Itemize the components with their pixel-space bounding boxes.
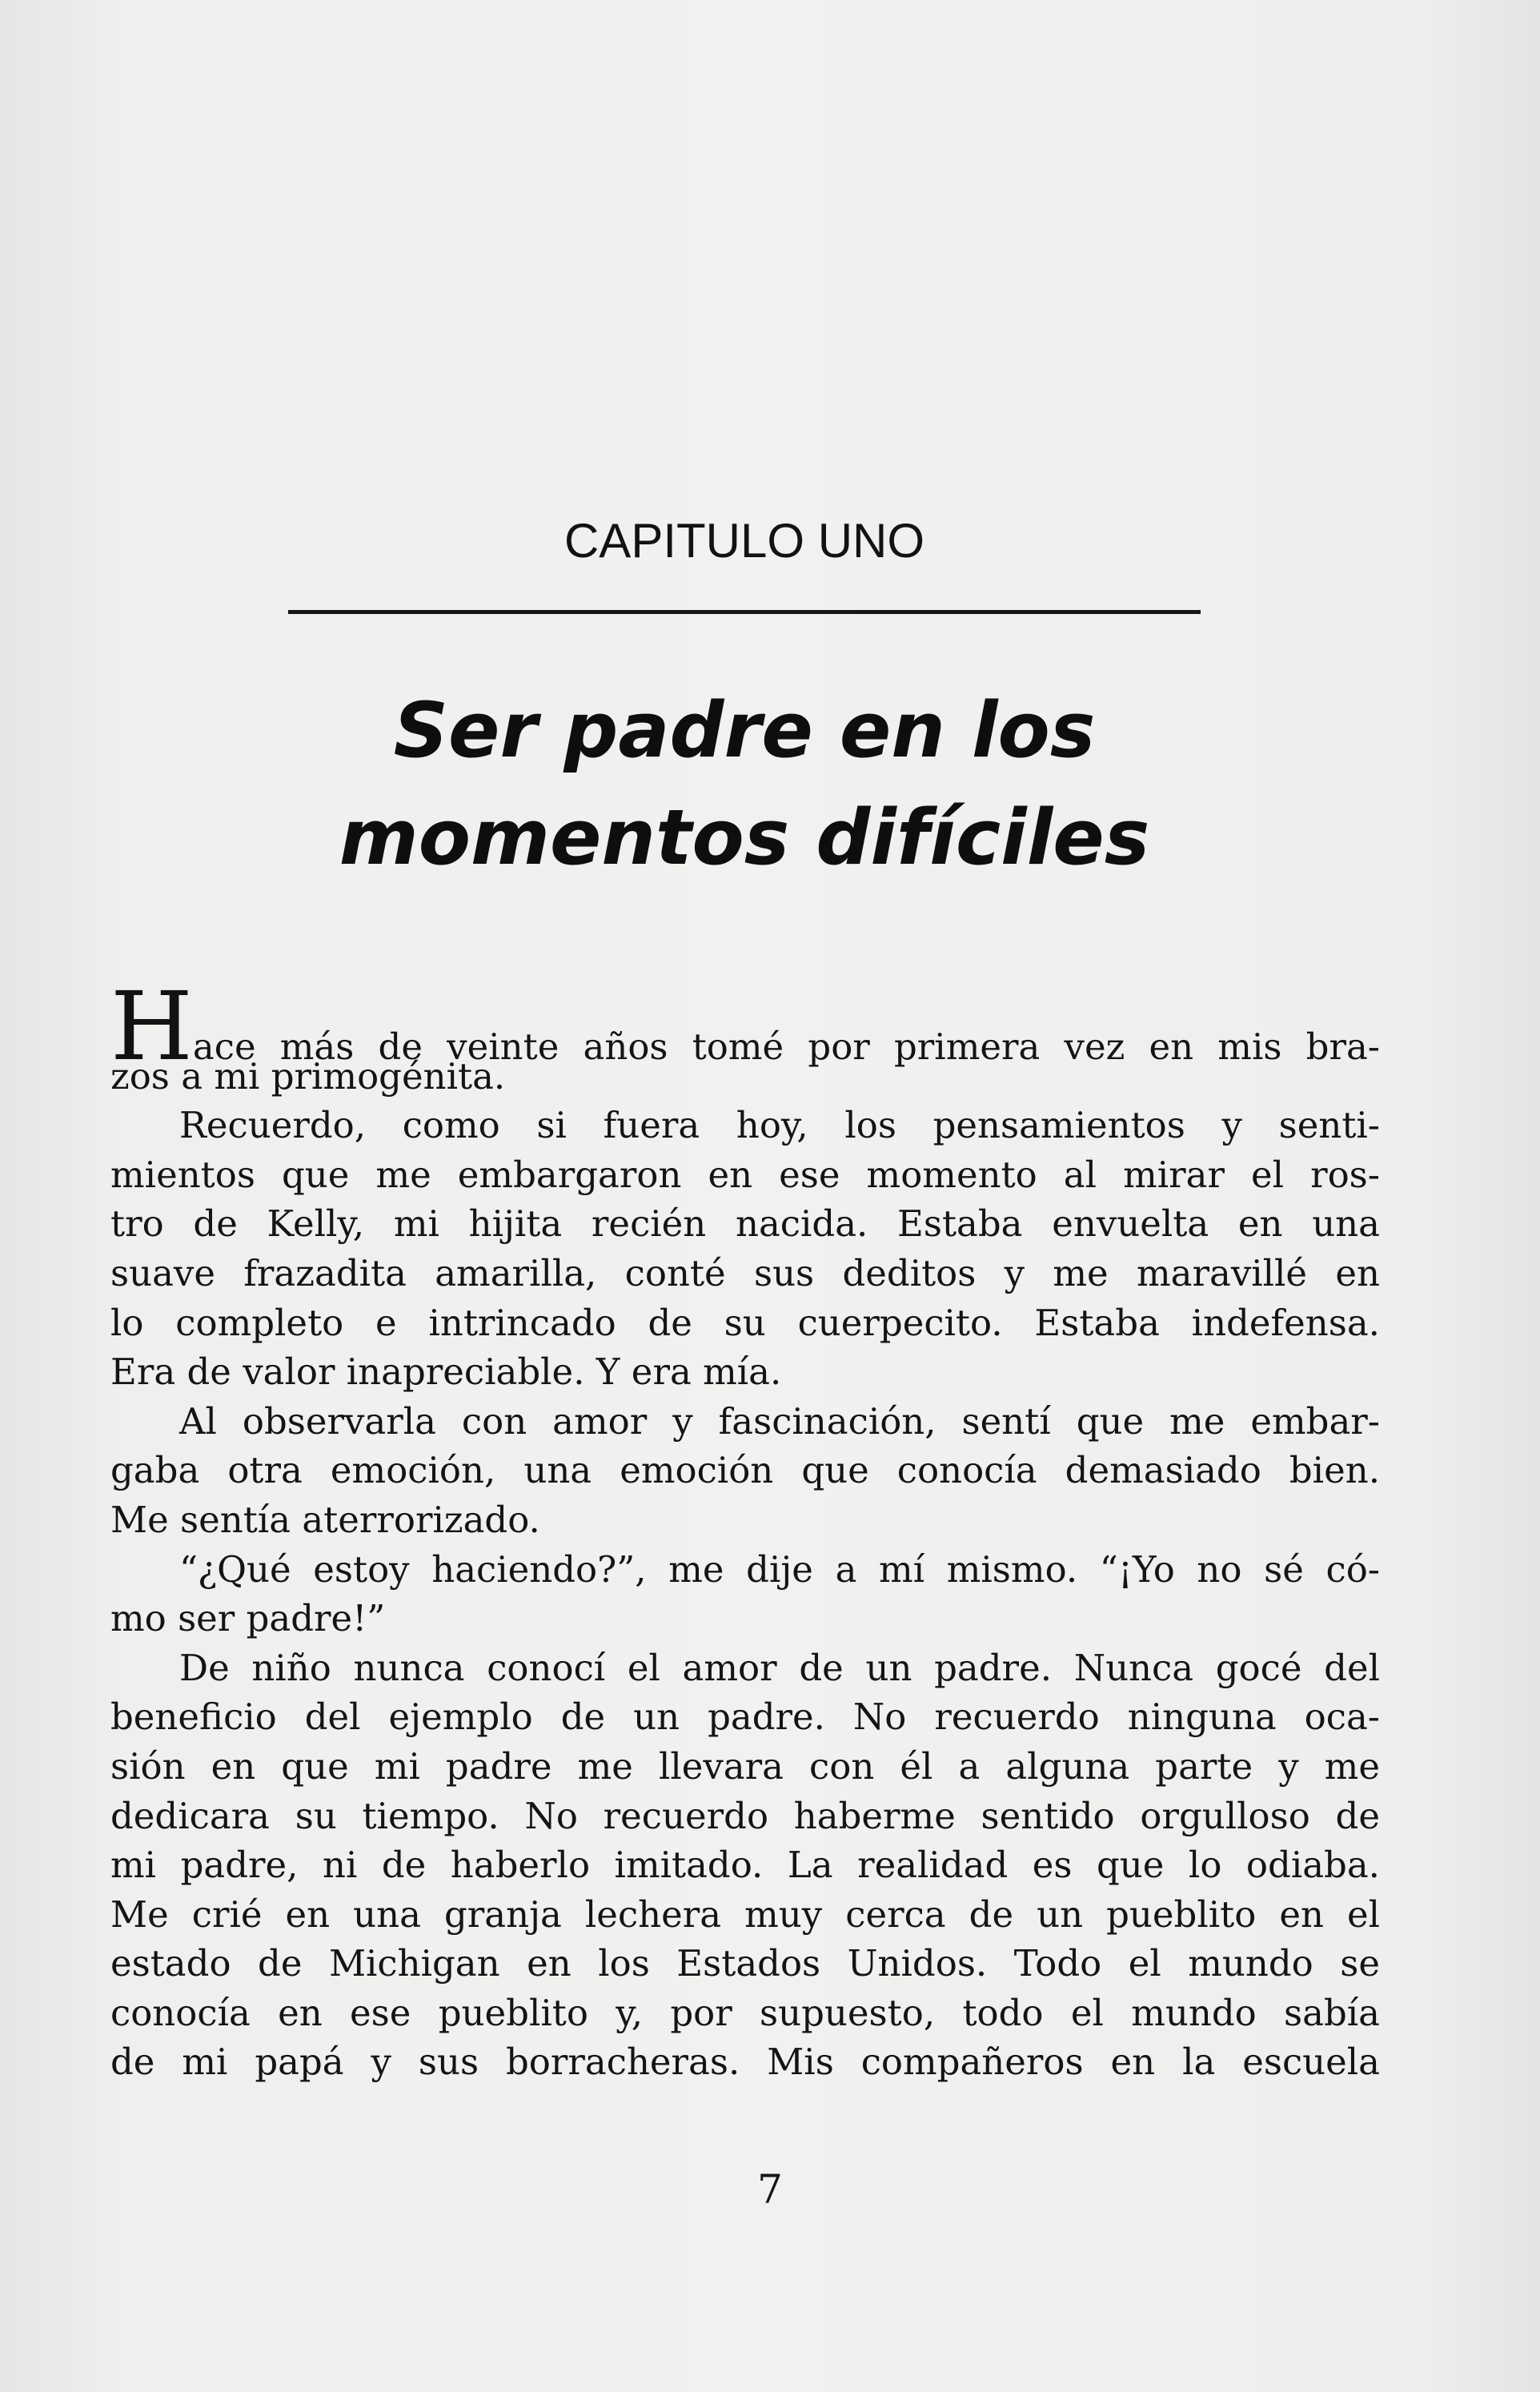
text-line: Me crié en una granja lechera muy cerca de un pueblito en el — [110, 1892, 1380, 1936]
text-line: zos a mi primogénita. — [110, 1054, 506, 1098]
chapter-rule — [288, 610, 1201, 614]
text-line: tro de Kelly, mi hijita recién nacida. Estaba envuelta en una — [110, 1202, 1380, 1246]
chapter-title-line-1: Ser padre en los — [393, 687, 1096, 775]
text-line: conocía en ese pueblito y, por supuesto, todo el mundo sabía — [110, 1991, 1380, 2034]
text-line: sión en que mi padre me llevara con él a alguna parte y me — [110, 1744, 1380, 1788]
chapter-title — [288, 677, 1201, 892]
page-number: 7 — [757, 2166, 783, 2213]
text-line: Al observarla con amor y fascinación, sentí que me embar- — [179, 1399, 1380, 1443]
chapter-title-line-2: momentos difíciles — [339, 794, 1150, 882]
text-line: suave frazadita amarilla, conté sus deditos y me maravillé en — [110, 1251, 1380, 1294]
text-line-content: ace más de veinte años tomé por primera vez en mis bra- — [192, 1025, 1380, 1068]
body-text — [110, 971, 1380, 2087]
text-line: gaba otra emoción, una emoción que conocía demasiado bien. — [110, 1449, 1380, 1492]
text-line: mi padre, ni de haberlo imitado. La realidad es que lo odiaba. — [110, 1844, 1380, 1887]
text-line: Me sentía aterrorizado. — [110, 1498, 540, 1541]
text-line: Recuerdo, como si fuera hoy, los pensamientos y senti- — [179, 1104, 1380, 1147]
text-line: Era de valor inapreciable. Y era mía. — [110, 1351, 782, 1394]
text-line: dedicara su tiempo. No recuerdo haberme sentido orgulloso de — [110, 1794, 1380, 1837]
text-line: De niño nunca conocí el amor de un padre. Nunca gocé del — [179, 1646, 1380, 1689]
text-line: de mi papá y sus borracheras. Mis compañeros en la escuela — [110, 2041, 1380, 2084]
text-line: estado de Michigan en los Estados Unidos. Todo el mundo se — [110, 1942, 1380, 1985]
text-line: beneficio del ejemplo de un padre. No recuerdo ninguna oca- — [110, 1696, 1380, 1739]
drop-cap: H — [110, 971, 193, 1082]
text-line: mo ser padre!” — [110, 1597, 386, 1640]
text-line: “¿Qué estoy haciendo?”, me dije a mí mismo. “¡Yo no sé có- — [179, 1547, 1380, 1591]
text-line: mientos que me embargaron en ese momento al mirar el ros- — [110, 1153, 1380, 1196]
text-line: lo completo e intrincado de su cuerpecito. Estaba indefensa. — [110, 1301, 1380, 1344]
chapter-label: CAPITULO UNO — [563, 514, 925, 568]
